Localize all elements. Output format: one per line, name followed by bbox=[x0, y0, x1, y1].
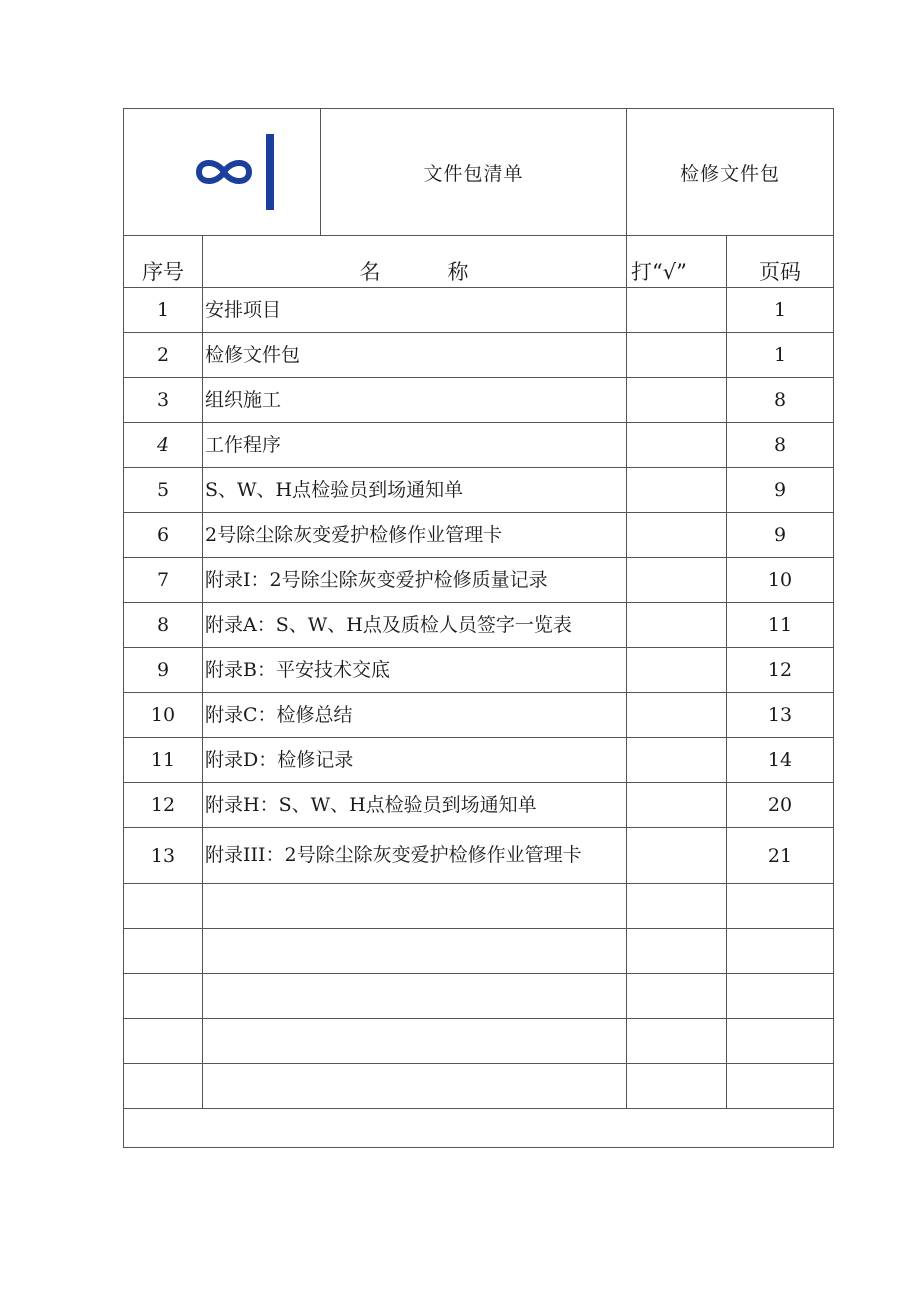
row-seq: 1 bbox=[124, 288, 203, 333]
row-page: 12 bbox=[727, 648, 834, 693]
column-header-name: 名 称 bbox=[203, 236, 627, 288]
row-seq: 5 bbox=[124, 468, 203, 513]
empty-cell[interactable] bbox=[627, 884, 727, 929]
empty-cell[interactable] bbox=[627, 929, 727, 974]
row-page: 1 bbox=[727, 333, 834, 378]
document-title: 文件包清单 bbox=[321, 109, 627, 236]
empty-cell bbox=[124, 1064, 203, 1109]
row-check-cell[interactable] bbox=[627, 828, 727, 884]
table-row bbox=[124, 693, 834, 738]
row-page: 21 bbox=[727, 828, 834, 884]
empty-cell bbox=[203, 974, 627, 1019]
row-name: 附录D：检修记录 bbox=[203, 738, 627, 783]
table-row bbox=[124, 288, 834, 333]
row-page: 1 bbox=[727, 288, 834, 333]
row-seq: 2 bbox=[124, 333, 203, 378]
table-row bbox=[124, 828, 834, 884]
column-header-check: 打“√” bbox=[627, 236, 727, 288]
row-page: 10 bbox=[727, 558, 834, 603]
row-seq: 9 bbox=[124, 648, 203, 693]
row-name: 组织施工 bbox=[203, 378, 627, 423]
empty-cell bbox=[203, 1019, 627, 1064]
empty-cell bbox=[727, 1019, 834, 1064]
table-row bbox=[124, 783, 834, 828]
empty-row bbox=[124, 1064, 834, 1109]
row-name: 附录I：2号除尘除灰变爱护检修质量记录 bbox=[203, 558, 627, 603]
row-seq: 3 bbox=[124, 378, 203, 423]
table-row bbox=[124, 423, 834, 468]
row-check-cell[interactable] bbox=[627, 783, 727, 828]
row-check-cell[interactable] bbox=[627, 738, 727, 783]
row-check-cell[interactable] bbox=[627, 558, 727, 603]
file-package-table bbox=[123, 108, 834, 1148]
row-page: 14 bbox=[727, 738, 834, 783]
table-row bbox=[124, 648, 834, 693]
row-seq: 13 bbox=[124, 828, 203, 884]
row-seq: 10 bbox=[124, 693, 203, 738]
empty-cell[interactable] bbox=[627, 1019, 727, 1064]
empty-row bbox=[124, 884, 834, 929]
logo-cell bbox=[124, 109, 321, 236]
row-check-cell[interactable] bbox=[627, 378, 727, 423]
row-seq: 8 bbox=[124, 603, 203, 648]
company-logo bbox=[193, 134, 275, 210]
row-seq: 7 bbox=[124, 558, 203, 603]
empty-cell bbox=[124, 1019, 203, 1064]
empty-cell bbox=[124, 929, 203, 974]
column-header-page: 页码 bbox=[727, 236, 834, 288]
row-check-cell[interactable] bbox=[627, 423, 727, 468]
row-name: 附录III：2号除尘除灰变爱护检修作业管理卡 bbox=[203, 828, 627, 884]
row-page: 9 bbox=[727, 468, 834, 513]
row-check-cell[interactable] bbox=[627, 603, 727, 648]
row-seq: 6 bbox=[124, 513, 203, 558]
document-subtitle: 检修文件包 bbox=[627, 109, 834, 236]
infinity-icon bbox=[193, 155, 255, 189]
empty-row bbox=[124, 929, 834, 974]
table-row bbox=[124, 558, 834, 603]
table-row bbox=[124, 468, 834, 513]
vertical-bar-icon bbox=[265, 134, 275, 210]
row-name: 工作程序 bbox=[203, 423, 627, 468]
empty-row bbox=[124, 1019, 834, 1064]
empty-cell[interactable] bbox=[627, 1064, 727, 1109]
row-name: 附录C：检修总结 bbox=[203, 693, 627, 738]
column-header-row bbox=[124, 236, 834, 288]
row-page: 11 bbox=[727, 603, 834, 648]
row-page: 13 bbox=[727, 693, 834, 738]
empty-cell bbox=[203, 884, 627, 929]
row-name: 安排项目 bbox=[203, 288, 627, 333]
empty-cell bbox=[124, 974, 203, 1019]
row-check-cell[interactable] bbox=[627, 288, 727, 333]
row-page: 8 bbox=[727, 423, 834, 468]
footer-row bbox=[124, 1109, 834, 1148]
row-check-cell[interactable] bbox=[627, 468, 727, 513]
empty-cell[interactable] bbox=[627, 974, 727, 1019]
empty-cell bbox=[727, 929, 834, 974]
header-row bbox=[124, 109, 834, 236]
row-name: 2号除尘除灰变爱护检修作业管理卡 bbox=[203, 513, 627, 558]
empty-cell bbox=[203, 1064, 627, 1109]
row-check-cell[interactable] bbox=[627, 648, 727, 693]
table-row bbox=[124, 378, 834, 423]
row-name: 附录H：S、W、H点检验员到场通知单 bbox=[203, 783, 627, 828]
empty-cell bbox=[124, 884, 203, 929]
row-page: 9 bbox=[727, 513, 834, 558]
row-check-cell[interactable] bbox=[627, 693, 727, 738]
row-check-cell[interactable] bbox=[627, 333, 727, 378]
footer-cell bbox=[124, 1109, 834, 1148]
row-name: S、W、H点检验员到场通知单 bbox=[203, 468, 627, 513]
column-header-seq: 序号 bbox=[124, 236, 203, 288]
empty-cell bbox=[203, 929, 627, 974]
row-name: 附录A：S、W、H点及质检人员签字一览表 bbox=[203, 603, 627, 648]
row-page: 20 bbox=[727, 783, 834, 828]
empty-row bbox=[124, 974, 834, 1019]
table-row bbox=[124, 738, 834, 783]
row-page: 8 bbox=[727, 378, 834, 423]
empty-cell bbox=[727, 1064, 834, 1109]
row-seq: 12 bbox=[124, 783, 203, 828]
table-row bbox=[124, 333, 834, 378]
empty-cell bbox=[727, 884, 834, 929]
row-seq: 4 bbox=[124, 423, 203, 468]
row-check-cell[interactable] bbox=[627, 513, 727, 558]
row-seq: 11 bbox=[124, 738, 203, 783]
empty-cell bbox=[727, 974, 834, 1019]
row-name: 检修文件包 bbox=[203, 333, 627, 378]
row-name: 附录B：平安技术交底 bbox=[203, 648, 627, 693]
table-row bbox=[124, 603, 834, 648]
table-row bbox=[124, 513, 834, 558]
